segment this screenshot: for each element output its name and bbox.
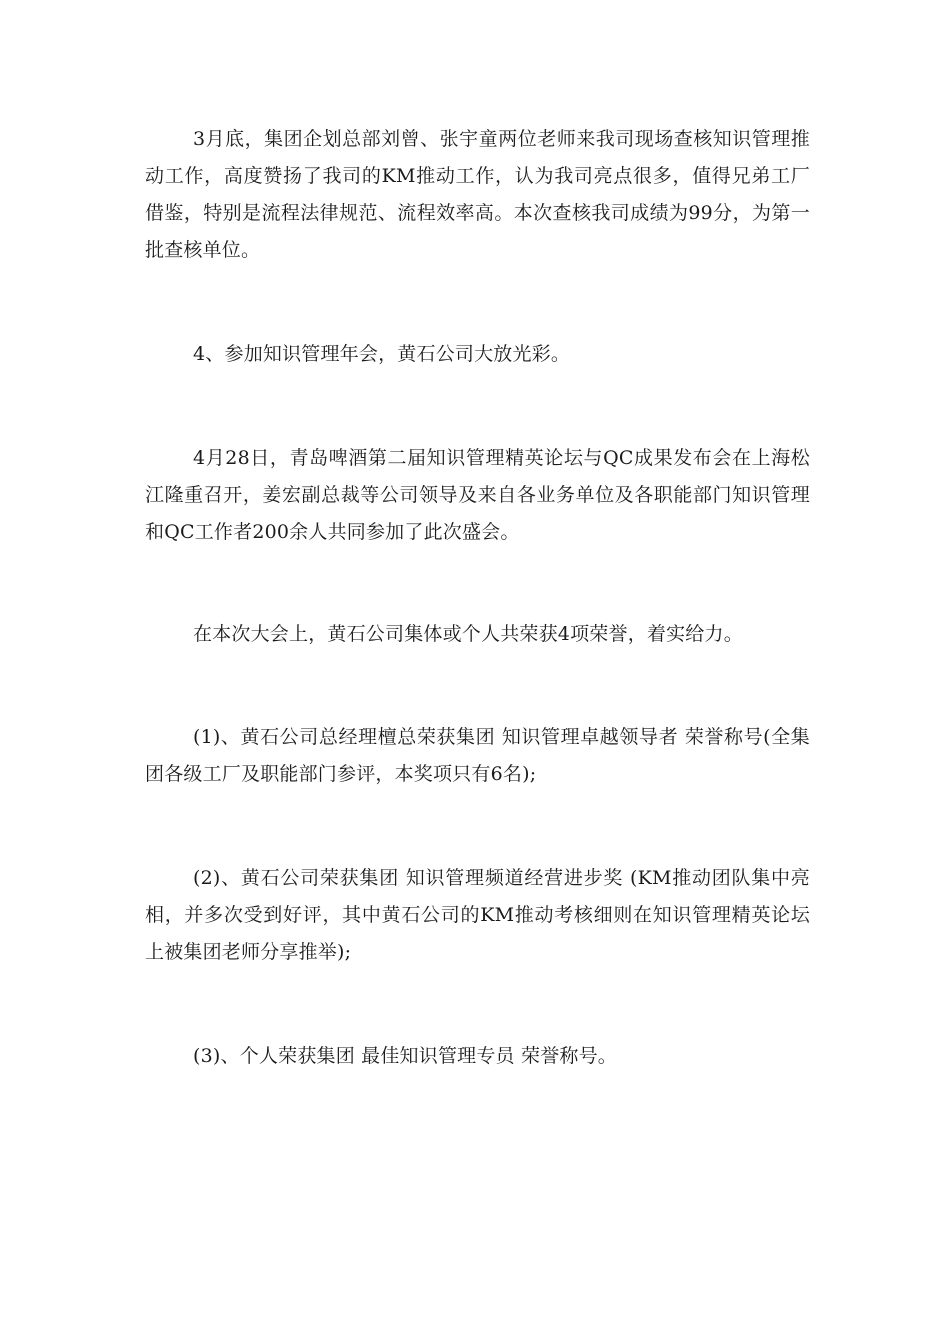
paragraph-inspection-result: 3月底，集团企划总部刘曾、张宇童两位老师来我司现场查核知识管理推动工作，高度赞扬了我司的KM推动工作，认为我司亮点很多，值得兄弟工厂借鉴，特别是流程法律规范、流程效率高。本次查核我司成绩为99分，为第一批查核单位。: [145, 128, 810, 261]
paragraph-forum-description: 4月28日，青岛啤酒第二届知识管理精英论坛与QC成果发布会在上海松江隆重召开，姜宏副总裁等公司领导及来自各业务单位及各职能部门知识管理和QC工作者200余人共同参加了此次盛会。: [145, 447, 810, 543]
paragraph-honors-summary: 在本次大会上，黄石公司集体或个人共荣获4项荣誉，着实给力。: [193, 623, 743, 645]
paragraph-honor-item-1: (1)、黄石公司总经理檀总荣获集团 知识管理卓越领导者 荣誉称号(全集团各级工厂及职能部门参评，本奖项只有6名);: [145, 726, 810, 785]
paragraph-honor-item-3: (3)、个人荣获集团 最佳知识管理专员 荣誉称号。: [193, 1045, 617, 1067]
paragraph-section-heading-annual-meeting: 4、参加知识管理年会，黄石公司大放光彩。: [193, 343, 571, 365]
paragraph-honor-item-2: (2)、黄石公司荣获集团 知识管理频道经营进步奖 (KM推动团队集中亮相，并多次受到好评，其中黄石公司的KM推动考核细则在知识管理精英论坛上被集团老师分享推举);: [145, 867, 810, 963]
